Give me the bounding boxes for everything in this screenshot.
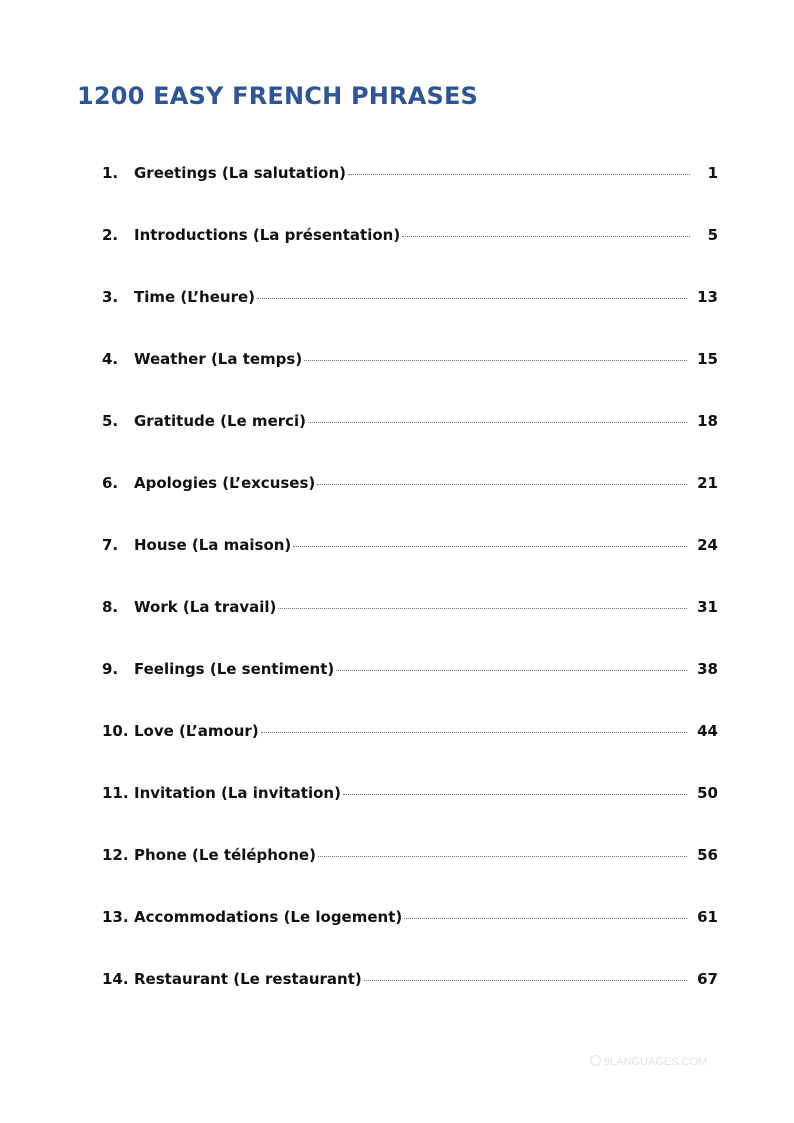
toc-entry-label[interactable]: Love (L’amour) — [134, 722, 259, 740]
toc-entry-label[interactable]: Invitation (La invitation) — [134, 784, 341, 802]
toc-entry-number: 13. — [102, 908, 129, 926]
toc-entry-label[interactable]: House (La maison) — [134, 536, 292, 554]
toc-entry-love[interactable] — [102, 718, 718, 780]
toc-entry-page[interactable]: 1 — [707, 164, 718, 182]
dot-leader — [402, 236, 690, 237]
dot-leader — [336, 670, 687, 671]
toc-entry-weather[interactable] — [102, 346, 718, 408]
toc-entry-page[interactable]: 13 — [697, 288, 718, 306]
toc-entry-label[interactable]: Work (La travail) — [134, 598, 277, 616]
toc-entry-page[interactable]: 15 — [697, 350, 718, 368]
dot-leader — [404, 918, 687, 919]
toc-entry-page[interactable]: 31 — [697, 598, 718, 616]
toc-entry-label[interactable]: Gratitude (Le merci) — [134, 412, 307, 430]
toc-entry-gratitude[interactable] — [102, 408, 718, 470]
toc-entry-number: 8. — [102, 598, 119, 616]
toc-entry-number: 6. — [102, 474, 119, 492]
toc-entry-greetings[interactable] — [102, 160, 718, 222]
copyright-circle-icon — [590, 1055, 601, 1066]
toc-entry-accommodations[interactable] — [102, 904, 718, 966]
toc-entry-page[interactable]: 44 — [697, 722, 718, 740]
toc-entry-page[interactable]: 50 — [697, 784, 718, 802]
watermark-text: 9LANGUAGES.COM — [604, 1056, 708, 1068]
dot-leader — [343, 794, 687, 795]
toc-entry-label[interactable]: Weather (La temps) — [134, 350, 303, 368]
toc-entry-number: 14. — [102, 970, 129, 988]
toc-entry-invitation[interactable] — [102, 780, 718, 842]
dot-leader — [317, 484, 687, 485]
toc-entry-label[interactable]: Introductions (La présentation) — [134, 226, 401, 244]
dot-leader — [293, 546, 687, 547]
toc-entry-number: 7. — [102, 536, 119, 554]
toc-entry-number: 10. — [102, 722, 129, 740]
dot-leader — [257, 298, 687, 299]
toc-entry-page[interactable]: 18 — [697, 412, 718, 430]
toc-entry-phone[interactable] — [102, 842, 718, 904]
document-title: 1200 EASY FRENCH PHRASES — [77, 82, 479, 110]
toc-entry-label[interactable]: Feelings (Le sentiment) — [134, 660, 335, 678]
table-of-contents — [102, 160, 718, 1028]
dot-leader — [308, 422, 687, 423]
toc-entry-introductions[interactable] — [102, 222, 718, 284]
toc-entry-page[interactable]: 5 — [707, 226, 718, 244]
toc-entry-label[interactable]: Greetings (La salutation) — [134, 164, 347, 182]
toc-entry-label[interactable]: Phone (Le téléphone) — [134, 846, 316, 864]
toc-entry-number: 5. — [102, 412, 119, 430]
toc-entry-page[interactable]: 61 — [697, 908, 718, 926]
toc-entry-page[interactable]: 38 — [697, 660, 718, 678]
toc-entry-label[interactable]: Time (L’heure) — [134, 288, 256, 306]
toc-entry-label[interactable]: Apologies (L’excuses) — [134, 474, 316, 492]
toc-entry-number: 11. — [102, 784, 129, 802]
footer-watermark — [590, 1055, 707, 1068]
toc-entry-label[interactable]: Accommodations (Le logement) — [134, 908, 403, 926]
dot-leader — [364, 980, 687, 981]
dot-leader — [318, 856, 687, 857]
toc-entry-number: 4. — [102, 350, 119, 368]
toc-entry-time[interactable] — [102, 284, 718, 346]
toc-entry-page[interactable]: 56 — [697, 846, 718, 864]
toc-entry-number: 1. — [102, 164, 119, 182]
toc-entry-apologies[interactable] — [102, 470, 718, 532]
toc-entry-restaurant[interactable] — [102, 966, 718, 1028]
toc-entry-page[interactable]: 21 — [697, 474, 718, 492]
toc-entry-number: 12. — [102, 846, 129, 864]
dot-leader — [278, 608, 687, 609]
toc-entry-page[interactable]: 24 — [697, 536, 718, 554]
toc-entry-page[interactable]: 67 — [697, 970, 718, 988]
toc-entry-number: 9. — [102, 660, 119, 678]
toc-entry-work[interactable] — [102, 594, 718, 656]
dot-leader — [261, 732, 687, 733]
dot-leader — [304, 360, 687, 361]
toc-entry-feelings[interactable] — [102, 656, 718, 718]
dot-leader — [348, 174, 690, 175]
toc-entry-label[interactable]: Restaurant (Le restaurant) — [134, 970, 362, 988]
toc-entry-number: 3. — [102, 288, 119, 306]
toc-entry-house[interactable] — [102, 532, 718, 594]
toc-entry-number: 2. — [102, 226, 119, 244]
